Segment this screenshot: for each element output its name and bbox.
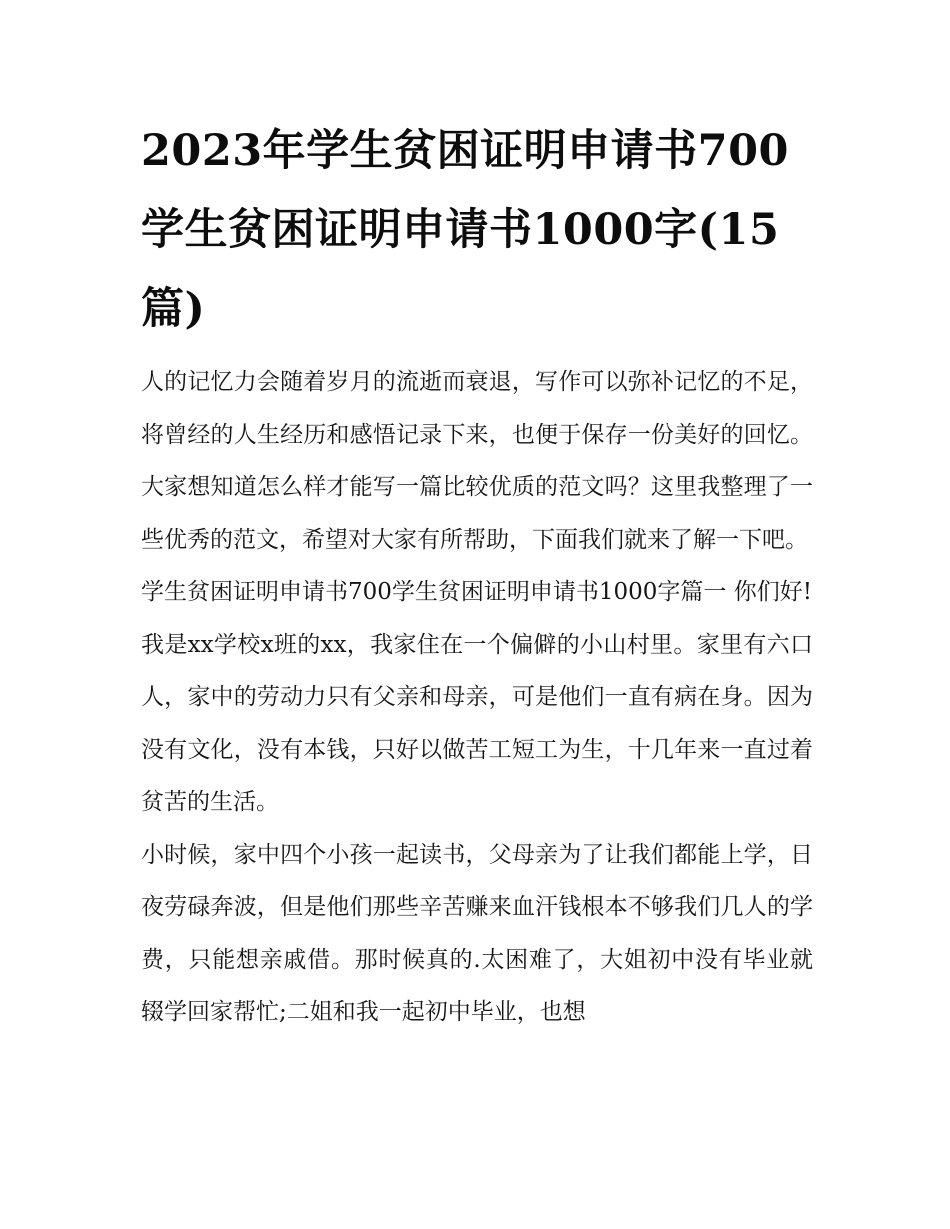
paragraph-childhood: 小时候，家中四个小孩一起读书，父母亲为了让我们都能上学，日夜劳碌奔波，但是他们那些辛苦赚来血汗钱根本不够我们几人的学费，只能想亲戚借。那时候真的.太困难了，大姐初中没有毕业就辍学回家帮忙;二姐和我一起初中毕业，也想 xyxy=(141,841,813,1025)
document-body xyxy=(141,112,813,1039)
paragraph-family: 我是xx学校x班的xx，我家住在一个偏僻的小山村里。家里有六口人，家中的劳动力只有父亲和母亲，可是他们一直有病在身。因为没有文化，没有本钱，只好以做苦工短工为生，十几年来一直过着贫苦的生活。 xyxy=(141,631,813,815)
intro-paragraph: 人的记忆力会随着岁月的流逝而衰退，写作可以弥补记忆的不足，将曾经的人生经历和感悟记录下来，也便于保存一份美好的回忆。大家想知道怎么样才能写一篇比较优质的范文吗？这里我整理了一些优秀的范文，希望对大家有所帮助，下面我们就来了解一下吧。 xyxy=(141,369,813,553)
paragraph-greeting: 学生贫困证明申请书700学生贫困证明申请书1000字篇一 你们好! xyxy=(141,579,812,605)
document-title: 2023年学生贫困证明申请书700学生贫困证明申请书1000字(15篇) xyxy=(141,126,789,334)
